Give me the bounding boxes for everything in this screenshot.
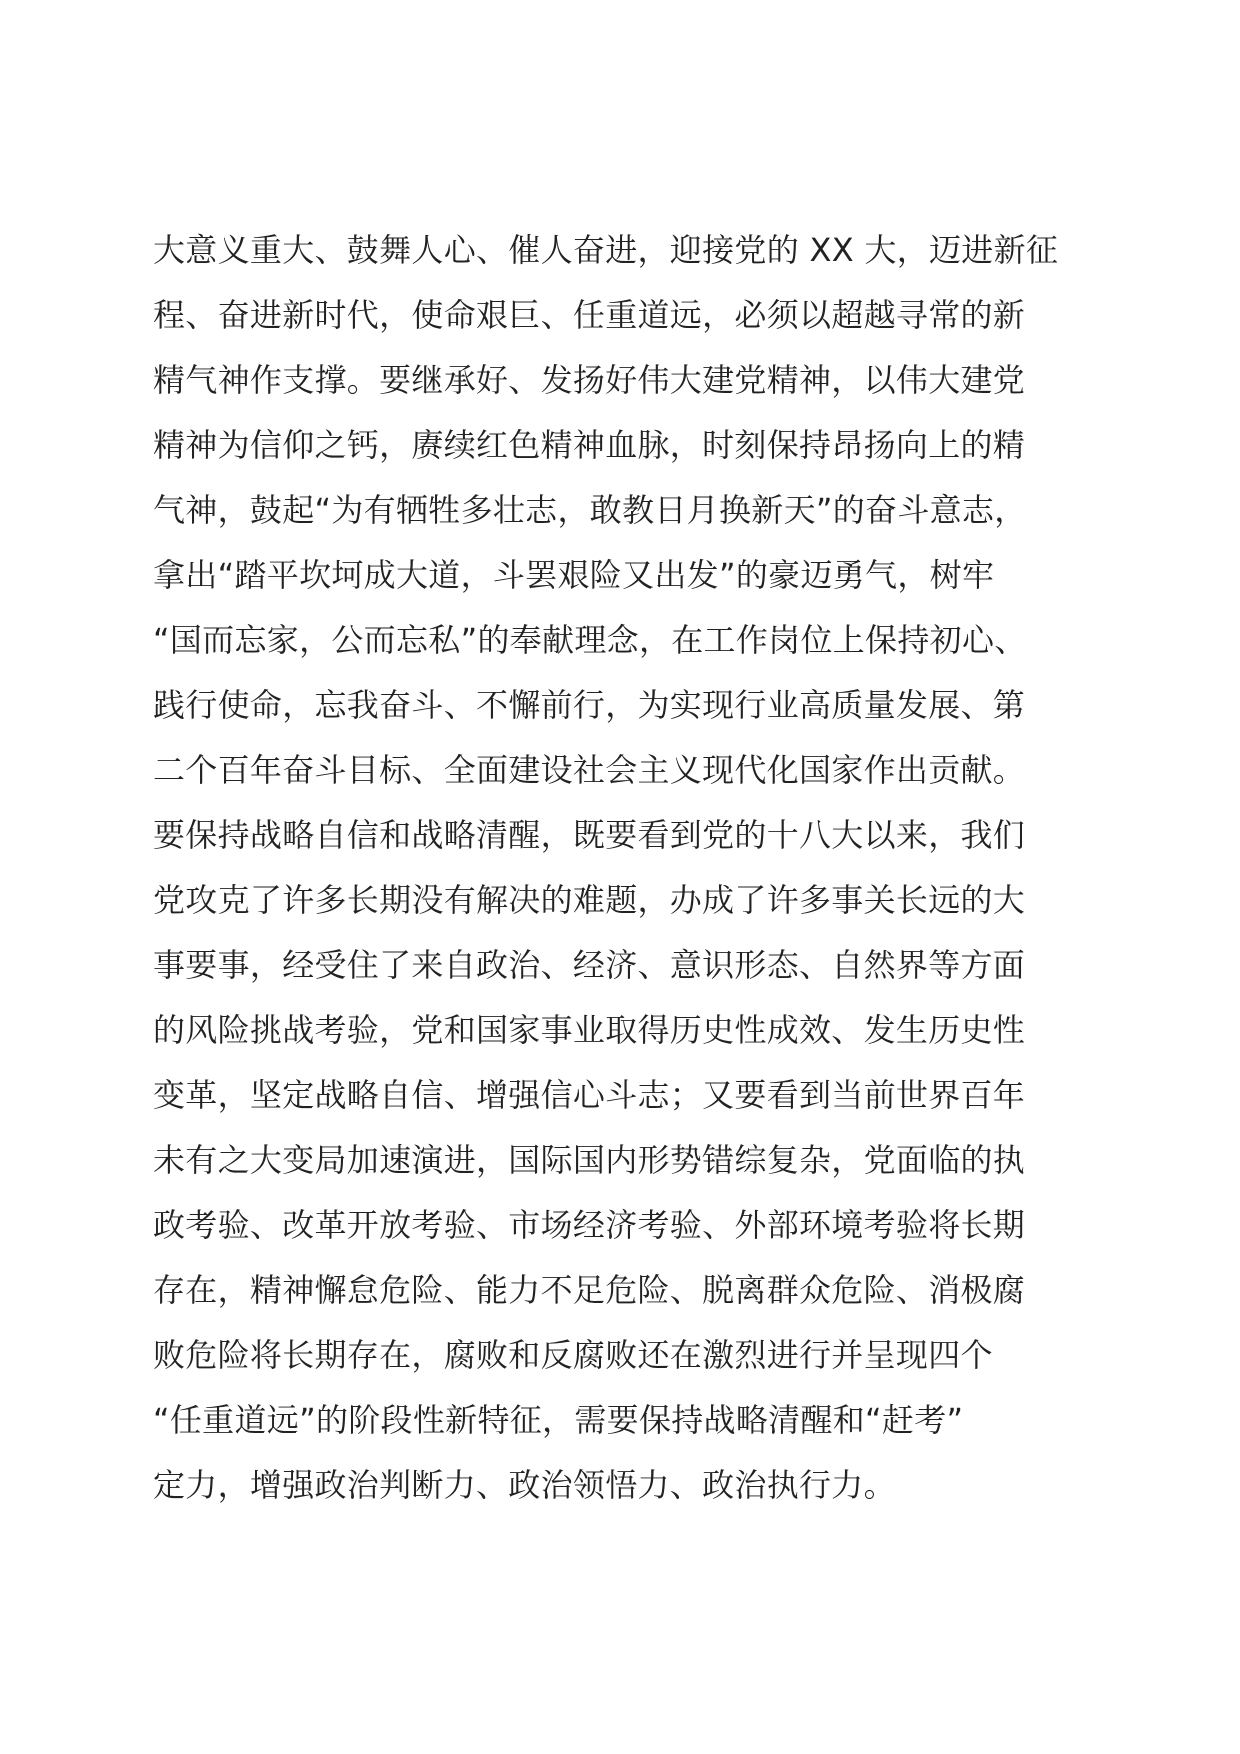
text-line: “国而忘家，公而忘私”的奉献理念，在工作岗位上保持初心、: [153, 621, 1027, 659]
text-line: 程、奋进新时代，使命艰巨、任重道远，必须以超越寻常的新: [153, 296, 1026, 334]
text-line: 精神为信仰之钙，赓续红色精神血脉，时刻保持昂扬向上的精: [153, 426, 1026, 464]
text-line: 气神，鼓起“为有牺牲多壮志，敢教日月换新天”的奋斗意志，: [153, 491, 1027, 529]
text-line: 政考验、改革开放考验、市场经济考验、外部环境考验将长期: [153, 1206, 1026, 1244]
text-line: 存在，精神懈怠危险、能力不足危险、脱离群众危险、消极腐: [153, 1271, 1026, 1309]
text-line: 践行使命，忘我奋斗、不懈前行，为实现行业高质量发展、第: [153, 686, 1026, 724]
text-line: “任重道远”的阶段性新特征，需要保持战略清醒和“赶考”: [153, 1401, 964, 1439]
text-line: 定力，增强政治判断力、政治领悟力、政治执行力。: [153, 1466, 896, 1504]
text-line: 精气神作支撑。要继承好、发扬好伟大建党精神，以伟大建党: [153, 361, 1026, 399]
text-line: 的风险挑战考验，党和国家事业取得历史性成效、发生历史性: [153, 1011, 1026, 1049]
text-line: 大意义重大、鼓舞人心、催人奋进，迎接党的 XX 大，迈进新征: [153, 231, 1059, 269]
text-line: 事要事，经受住了来自政治、经济、意识形态、自然界等方面: [153, 946, 1026, 984]
body-text: [153, 218, 1113, 1518]
text-line: 变革，坚定战略自信、增强信心斗志；又要看到当前世界百年: [153, 1076, 1026, 1114]
text-line: 二个百年奋斗目标、全面建设社会主义现代化国家作出贡献。: [153, 751, 1026, 789]
text-line: 败危险将长期存在，腐败和反腐败还在激烈进行并呈现四个: [153, 1336, 993, 1374]
text-line: 党攻克了许多长期没有解决的难题，办成了许多事关长远的大: [153, 881, 1026, 919]
text-line: 拿出“踏平坎坷成大道，斗罢艰险又出发”的豪迈勇气，树牢: [153, 556, 995, 594]
text-line: 未有之大变局加速演进，国际国内形势错综复杂，党面临的执: [153, 1141, 1026, 1179]
text-line: 要保持战略自信和战略清醒，既要看到党的十八大以来，我们: [153, 816, 1026, 854]
